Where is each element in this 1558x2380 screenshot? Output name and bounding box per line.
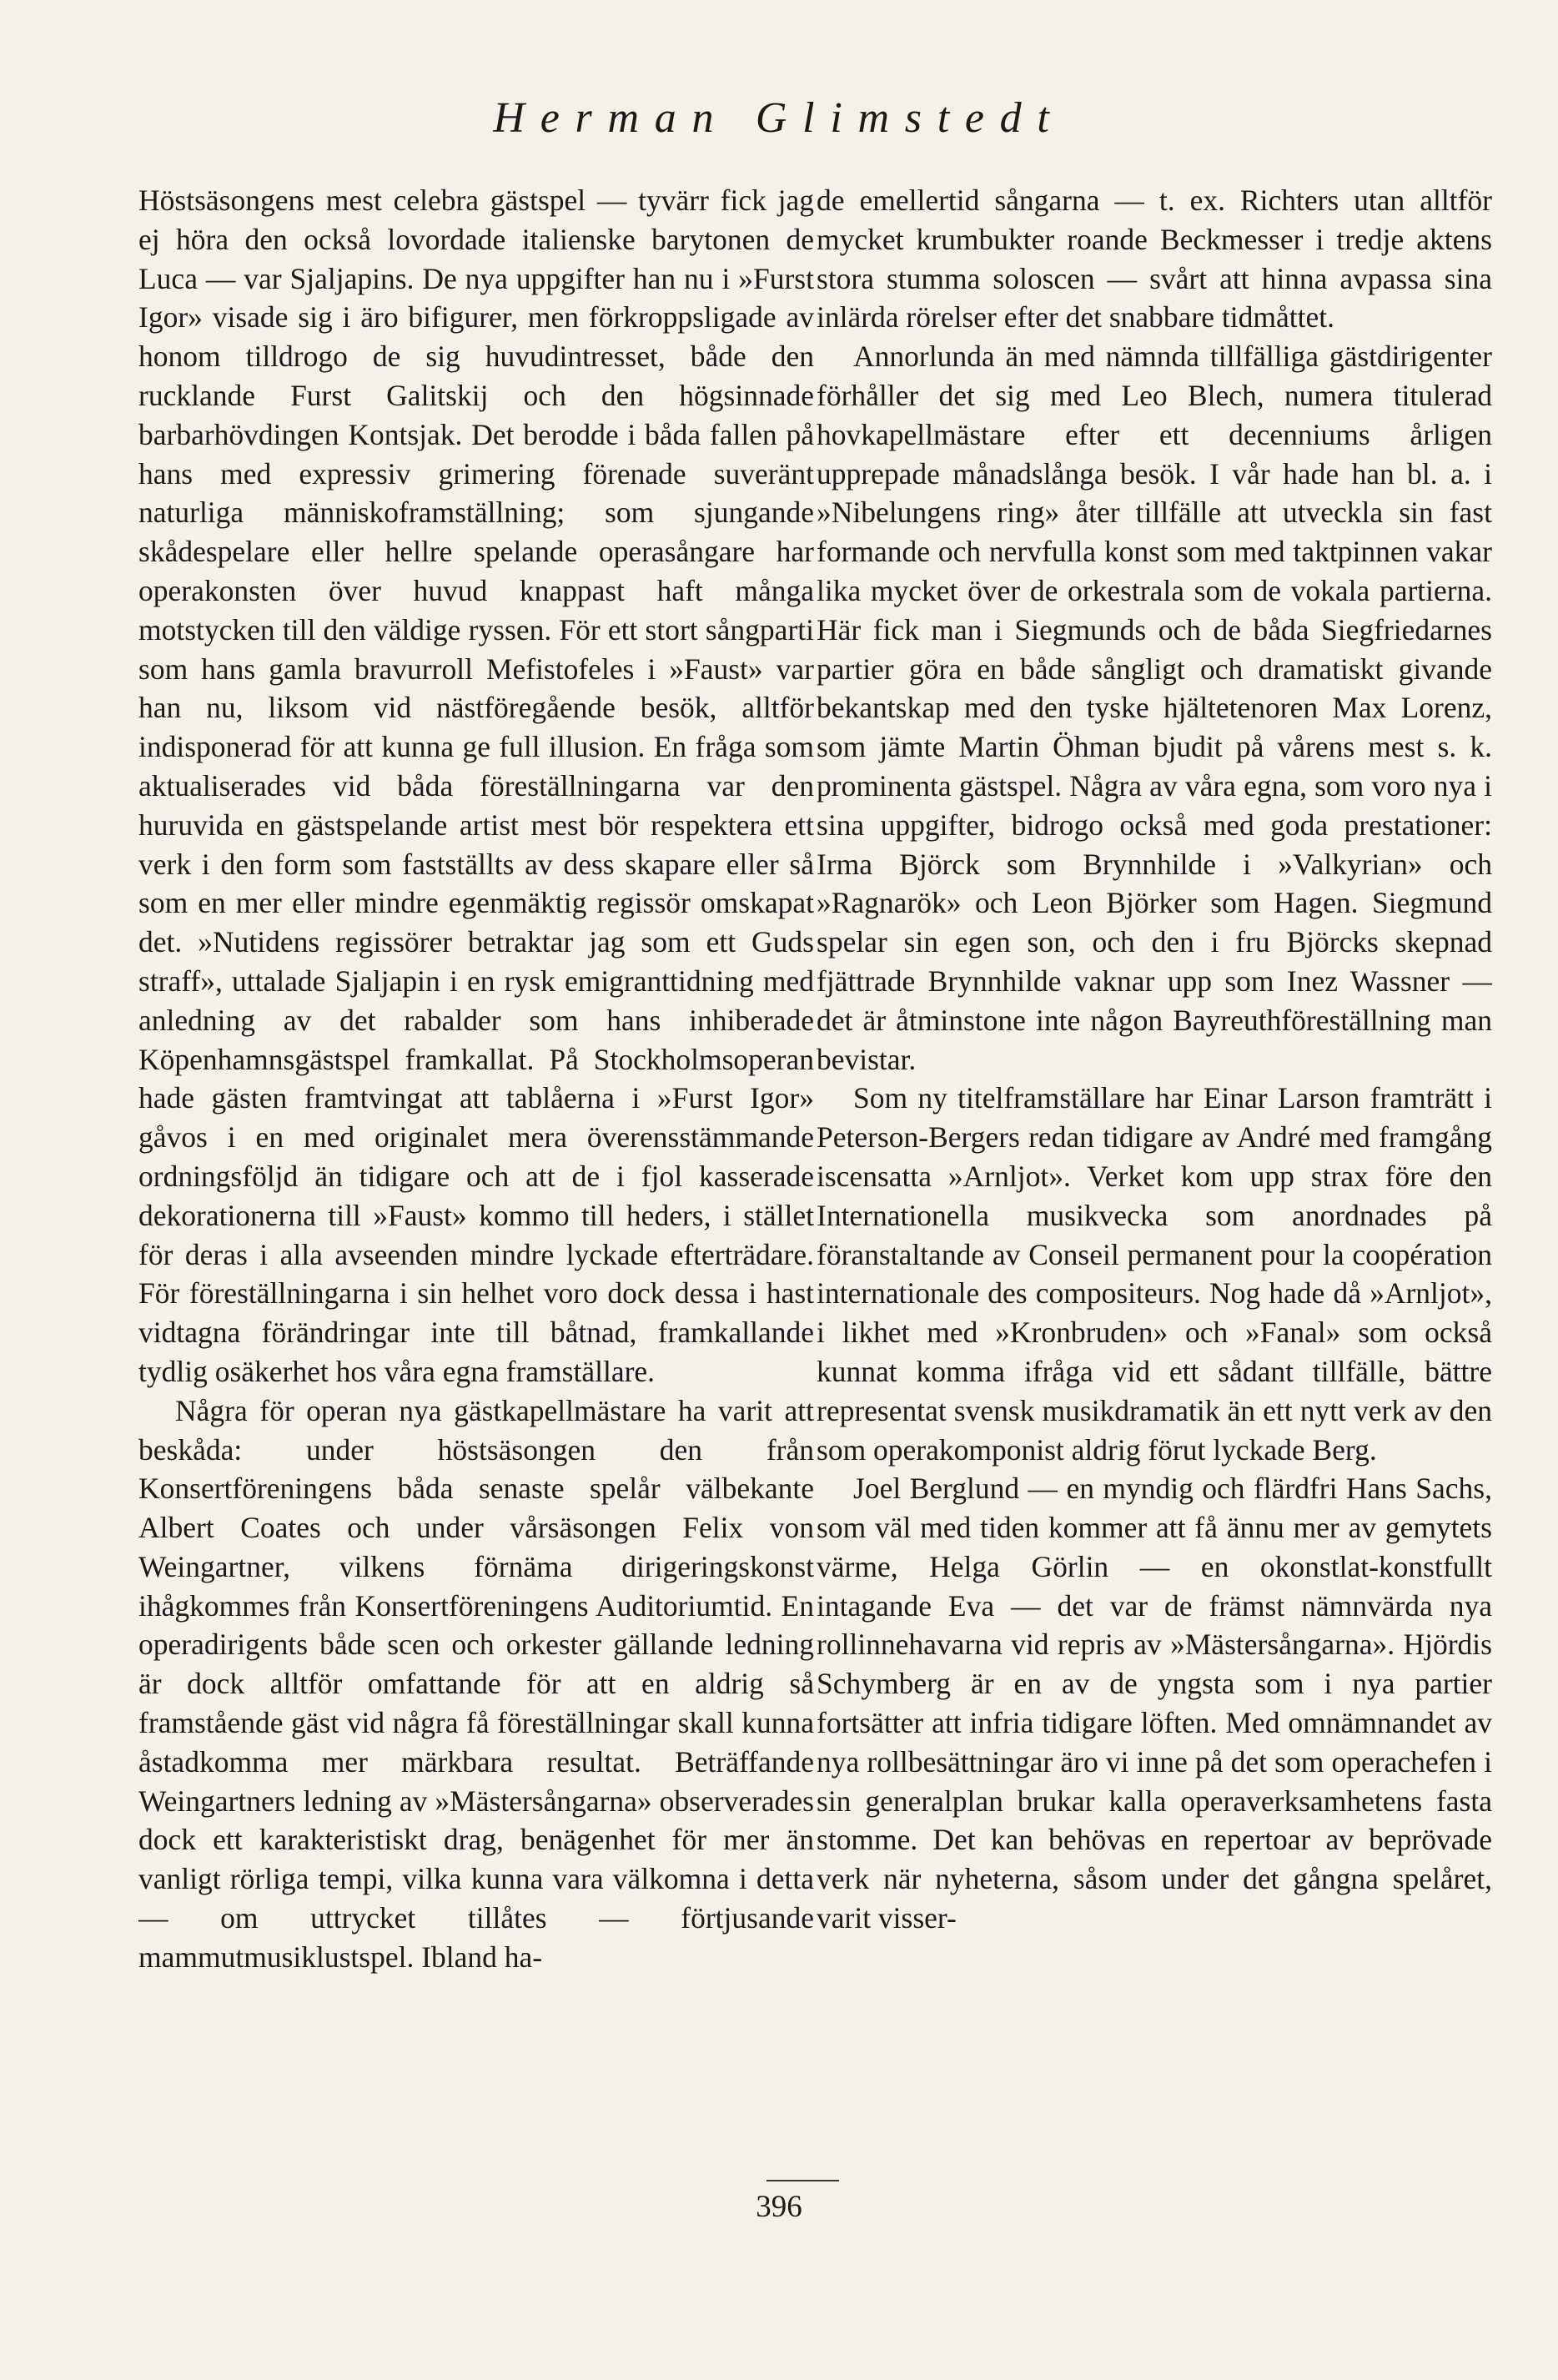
paragraph: Några för operan nya gästkapellmästare ha varit att beskåda: under höstsäsongen den från Konsertföreningens båda senaste spelår välbekante Albert Coates och under vårsäsongen Felix von Weingartner, vilkens förnäma dirigeringskonst ihågkommes från Konsertföreningens Auditoriumtid. En operadirigents både scen och orkester gällande ledning är dock alltför omfattande för att en aldrig så framstående gäst vid några få föreställningar skall kunna åstadkomma mer märkbara resultat. Beträffande Weingartners ledning av »Mästersångarna» observerades dock ett karakteristiskt drag, benägenhet för mer än vanligt rörliga tempi, vilka kunna vara välkomna i detta — om uttrycket tillåtes — förtjusande mammutmusiklustspel. Ibland ha- [138, 1393, 814, 1974]
left-column [138, 181, 814, 2100]
page-number: 396 [756, 2190, 802, 2224]
running-head: Herman Glimstedt [493, 94, 1065, 142]
paragraph: Annorlunda än med nämnda tillfälliga gästdirigenter förhåller det sig med Leo Blech, numera titulerad hovkapellmästare efter ett decenniums årligen upprepade månadslånga besök. I vår hade han bl. a. i »Nibelungens ring» åter tillfälle att utveckla sin fast formande och nervfulla konst som med taktpinnen vakar lika mycket över de orkestrala som de vokala partierna. Här fick man i Siegmunds och de båda Siegfriedarnes partier göra en både sångligt och dramatiskt givande bekantskap med den tyske hjältetenoren Max Lorenz, som jämte Martin Öhman bjudit på vårens mest s. k. prominenta gästspel. Några av våra egna, som voro nya i sina uppgifter, bidrogo också med goda prestationer: Irma Björck som Brynnhilde i »Valkyrian» och »Ragnarök» och Leon Björker som Hagen. Siegmund spelar sin egen son, och den i fru Björcks skepnad fjättrade Brynnhilde vaknar upp som Inez Wassner — det är åtminstone inte någon Bayreuthföreställning man bevistar. [817, 340, 1492, 1076]
right-column [817, 181, 1492, 2100]
paragraph: de emellertid sångarna — t. ex. Richters utan alltför mycket krumbukter roande Beckmesser i tredje aktens stora stumma soloscen — svårt att hinna avpassa sina inlärda rörelser efter det snabbare tidmåttet. [817, 184, 1492, 335]
paragraph: Som ny titelframställare har Einar Larson framträtt i Peterson-Bergers redan tidigare av André med framgång iscensatta »Arnljot». Verket kom upp strax före den Internationella musikvecka som anordnades på föranstaltande av Conseil permanent pour la coopération internationale des compositeurs. Nog hade då »Arnljot», i likhet med »Kronbruden» och »Fanal» som också kunnat komma ifråga vid ett sådant tillfälle, bättre representat svensk musikdramatik än ett nytt verk av den som operakomponist aldrig förut lyckade Berg. [817, 1081, 1492, 1467]
paragraph: Höstsäsongens mest celebra gästspel — tyvärr fick jag ej höra den också lovordade italienske barytonen de Luca — var Sjaljapins. De nya uppgifter han nu i »Furst Igor» visade sig i äro bifigurer, men förkroppsligade av honom tilldrogo de sig huvudintresset, både den rucklande Furst Galitskij och den högsinnade barbarhövdingen Kontsjak. Det berodde i båda fallen på hans med expressiv grimering förenade suveränt naturliga människoframställning; som sjungande skådespelare eller hellre spelande operasångare har operakonsten över huvud knappast haft många motstycken till den väldige ryssen. För ett stort sångparti som hans gamla bravurroll Mefistofeles i »Faust» var han nu, liksom vid nästföregående besök, alltför indisponerad för att kunna ge full illusion. En fråga som aktualiserades vid båda föreställningarna var den huruvida en gästspelande artist mest bör respektera ett verk i den form som fastställts av dess skapare eller så som en mer eller mindre egenmäktig regissör omskapat det. »Nutidens regissörer betraktar jag som ett Guds straff», uttalade Sjaljapin i en rysk emigranttidning med anledning av det rabalder som hans inhiberade Köpenhamnsgästspel framkallat. På Stockholmsoperan hade gästen framtvingat att tablåerna i »Furst Igor» gåvos i en med originalet mera överensstämmande ordningsföljd än tidigare och att de i fjol kasserade dekorationerna till »Faust» kommo till heders, i stället för deras i alla avseenden mindre lyckade efterträdare. För föreställningarna i sin helhet voro dock dessa i hast vidtagna förändringar inte till båtnad, framkallande tydlig osäkerhet hos våra egna framställare. [138, 184, 814, 1388]
paragraph: Joel Berglund — en myndig och flärdfri Hans Sachs, som väl med tiden kommer att få ännu mer av gemytets värme, Helga Görlin — en okonstlat-konstfullt intagande Eva — det var de främst nämnvärda nya rollinnehavarna vid repris av »Mästersångarna». Hjördis Schymberg är en av de yngsta som i nya partier fortsätter att infria tidigare löften. Med omnämnandet av nya rollbesättningar äro vi inne på det som operachefen i sin generalplan brukar kalla operaverksamhetens fasta stomme. Det kan behövas en repertoar av beprövade verk när nyheterna, såsom under det gångna spelåret, varit visser- [817, 1472, 1492, 1935]
folio-rule [766, 2180, 839, 2181]
